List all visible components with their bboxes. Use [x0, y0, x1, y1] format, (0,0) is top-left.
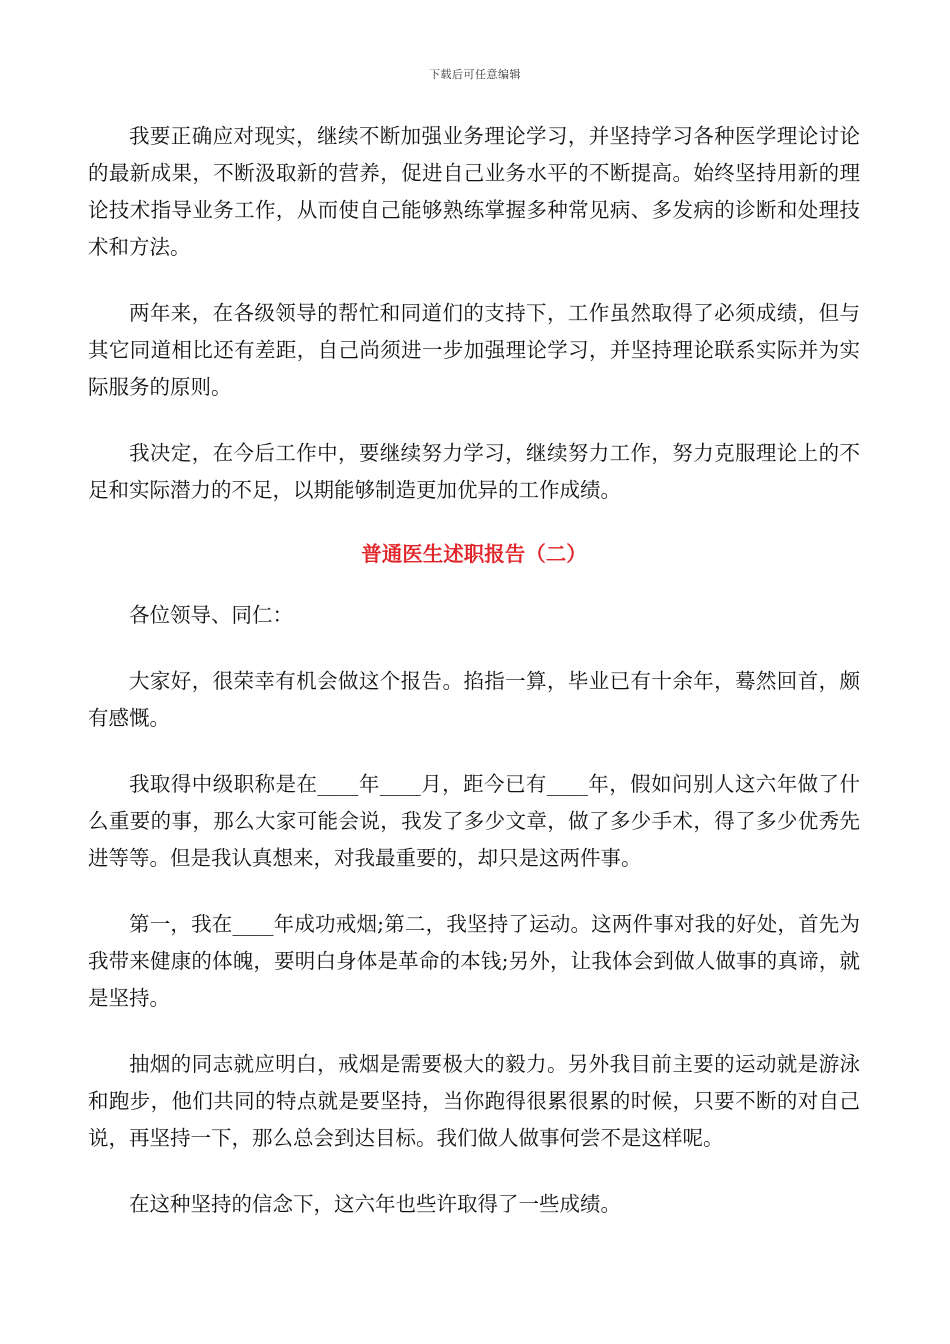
paragraph: 大家好，很荣幸有机会做这个报告。掐指一算，毕业已有十余年，蓦然回首，颇有感慨。	[88, 669, 860, 730]
salutation: 各位领导、同仁：	[129, 603, 293, 627]
page-header: 下载后可任意编辑	[429, 68, 521, 81]
paragraph: 我决定，在今后工作中，要继续努力学习，继续努力工作，努力克服理论上的不足和实际潜力的不足，以期能够制造更加优异的工作成绩。	[88, 441, 860, 502]
paragraph: 第一，我在____年成功戒烟;第二，我坚持了运动。这两件事对我的好处，首先为我带来健康的体魄，要明白身体是革命的本钱;另外，让我体会到做人做事的真谛，就是坚持。	[88, 912, 860, 1010]
paragraph: 在这种坚持的信念下，这六年也些许取得了一些成绩。	[129, 1192, 621, 1216]
paragraph: 我要正确应对现实，继续不断加强业务理论学习，并坚持学习各种医学理论讨论的最新成果，不断汲取新的营养，促进自己业务水平的不断提高。始终坚持用新的理论技术指导业务工作，从而使自己能够熟练掌握多种常见病、多发病的诊断和处理技术和方法。	[88, 124, 860, 259]
paragraph: 抽烟的同志就应明白，戒烟是需要极大的毅力。另外我目前主要的运动就是游泳和跑步，他们共同的特点就是要坚持，当你跑得很累很累的时候，只要不断的对自己说，再坚持一下，那么总会到达目标。我们做人做事何尝不是这样呢。	[88, 1052, 860, 1150]
section-title: 普通医生述职报告（二）	[361, 542, 587, 566]
document-body	[88, 118, 860, 1252]
paragraph: 我取得中级职称是在____年____月，距今已有____年，假如问别人这六年做了什么重要的事，那么大家可能会说，我发了多少文章，做了多少手术，得了多少优秀先进等等。但是我认真想来，对我最重要的，却只是这两件事。	[88, 772, 860, 870]
paragraph: 两年来，在各级领导的帮忙和同道们的支持下，工作虽然取得了必须成绩，但与其它同道相比还有差距，自己尚须进一步加强理论学习，并坚持理论联系实际并为实际服务的原则。	[88, 301, 860, 399]
